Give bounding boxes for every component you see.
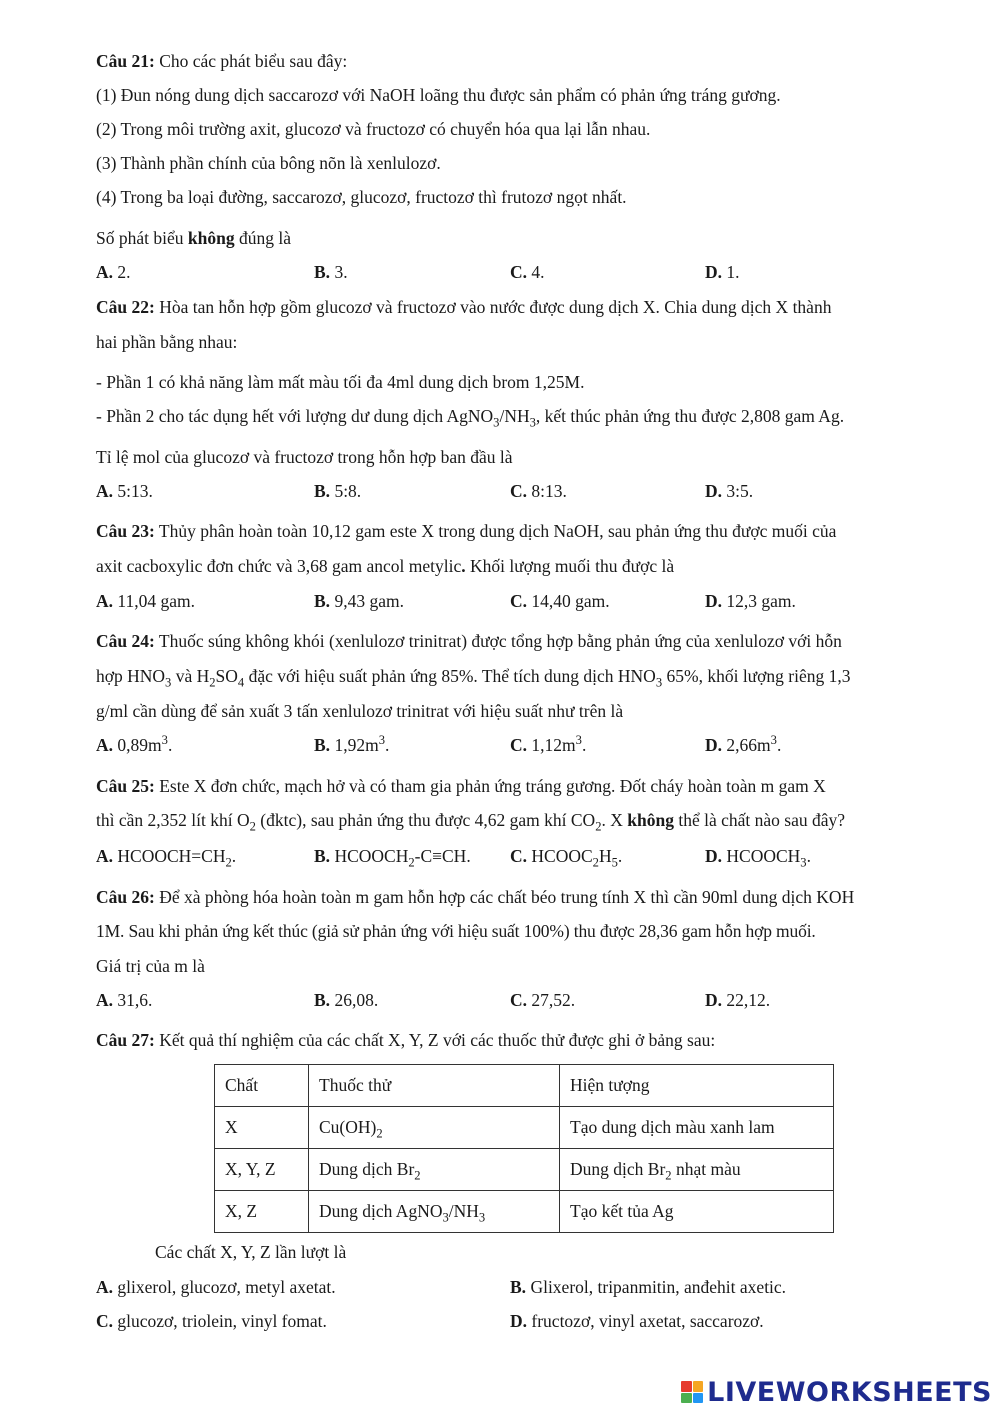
table-cell: Tạo kết tủa Ag xyxy=(560,1191,834,1233)
subscript: 3 xyxy=(478,1210,486,1225)
q22-part2-mid: /NH xyxy=(499,406,530,426)
option-key: A. xyxy=(96,481,114,501)
option-text: HCOOCH xyxy=(330,846,409,866)
q24-text-2c: SO xyxy=(215,666,238,686)
q26-line-3: Giá trị của m là xyxy=(96,956,205,976)
superscript: 3 xyxy=(575,733,582,748)
option-text: 2,66m xyxy=(722,735,771,755)
q23-options xyxy=(96,590,956,612)
q22-part-2 xyxy=(96,405,845,430)
option-text: fructozơ, vinyl axetat, saccarozơ. xyxy=(527,1311,764,1331)
option-text: 1,12m xyxy=(527,735,576,755)
q24-option-a[interactable] xyxy=(96,734,172,756)
cell-text-end: nhạt màu xyxy=(671,1159,741,1179)
q26-options xyxy=(96,989,956,1011)
table-header-cell: Hiện tượng xyxy=(560,1065,834,1107)
option-text: 31,6. xyxy=(113,990,153,1010)
q27-option-c[interactable] xyxy=(96,1310,327,1332)
option-text: 22,12. xyxy=(722,990,771,1010)
subscript: 2 xyxy=(595,819,602,834)
q23-line-1 xyxy=(96,520,836,542)
option-key: A. xyxy=(96,591,114,611)
option-key: B. xyxy=(510,1277,527,1297)
q25-line-2 xyxy=(96,809,846,834)
option-text-end: . xyxy=(806,846,811,866)
q26-option-a[interactable] xyxy=(96,989,152,1011)
q21-option-b[interactable] xyxy=(314,261,348,283)
table-header-row xyxy=(215,1065,834,1107)
table-cell: Tạo dung dịch màu xanh lam xyxy=(560,1107,834,1149)
table-cell: X, Y, Z xyxy=(215,1149,309,1191)
table-cell: X xyxy=(215,1107,309,1149)
q22-option-c[interactable] xyxy=(510,480,567,502)
logo-square xyxy=(681,1393,692,1404)
option-key: B. xyxy=(314,846,331,866)
q24-text-2e: 65%, khối lượng riêng 1,3 xyxy=(662,666,851,686)
subscript: 2 xyxy=(592,855,599,870)
q26-label: Câu 26: xyxy=(96,887,155,907)
table-cell xyxy=(309,1191,560,1233)
q22-options xyxy=(96,480,956,502)
option-key: D. xyxy=(705,990,723,1010)
q27-prompt: Kết quả thí nghiệm của các chất X, Y, Z với các thuốc thử được ghi ở bảng sau: xyxy=(154,1030,716,1050)
liveworksheets-logo[interactable] xyxy=(681,1377,992,1407)
option-key: D. xyxy=(705,591,723,611)
q26-option-c[interactable] xyxy=(510,989,575,1011)
option-key: B. xyxy=(314,262,331,282)
option-text-end: -C≡CH. xyxy=(414,846,471,866)
q25-line-1 xyxy=(96,775,826,797)
option-text: 3:5. xyxy=(722,481,754,501)
q23-text-2-post: Khối lượng muối thu được là xyxy=(465,556,675,576)
q24-option-c[interactable] xyxy=(510,734,586,756)
superscript: 3 xyxy=(161,733,168,748)
q25-text-1: Este X đơn chức, mạch hở và có tham gia phản ứng tráng gương. Đốt cháy hoàn toàn m gam X xyxy=(154,776,826,796)
option-text: glucozơ, triolein, vinyl fomat. xyxy=(113,1311,327,1331)
q22-part2-post: , kết thúc phản ứng thu được 2,808 gam Ag. xyxy=(535,406,845,426)
q25-option-c[interactable] xyxy=(510,845,623,870)
option-text: 1,92m xyxy=(330,735,379,755)
q23-option-d[interactable] xyxy=(705,590,796,612)
subscript: 3 xyxy=(655,675,663,690)
q21-prompt: Cho các phát biểu sau đây: xyxy=(154,51,348,71)
option-key: A. xyxy=(96,990,114,1010)
option-key: C. xyxy=(510,735,528,755)
option-text: 27,52. xyxy=(527,990,576,1010)
q21-option-a[interactable] xyxy=(96,261,131,283)
q26-line-2: 1M. Sau khi phản ứng kết thúc (giả sử phản ứng với hiệu suất 100%) thu được 28,36 gam hỗn hợp muối. xyxy=(96,921,816,941)
q22-part2-pre: - Phần 2 cho tác dụng hết với lượng dư dung dịch AgNO xyxy=(96,406,494,426)
table-row xyxy=(215,1107,834,1149)
subscript: 4 xyxy=(237,675,245,690)
option-key: C. xyxy=(96,1311,114,1331)
subscript: 2 xyxy=(225,855,232,870)
q23-option-a[interactable] xyxy=(96,590,195,612)
superscript: 3 xyxy=(770,733,777,748)
table-cell xyxy=(309,1107,560,1149)
liveworksheets-logo-icon xyxy=(681,1381,703,1403)
option-end: . xyxy=(581,735,587,755)
q21-statement-2: (2) Trong môi trường axit, glucozơ và fructozơ có chuyển hóa qua lại lẫn nhau. xyxy=(96,119,651,139)
option-text: Glixerol, tripanmitin, anđehit axetic. xyxy=(526,1277,787,1297)
q25-text-2a: thì cần 2,352 lít khí O xyxy=(96,810,250,830)
option-text-end: . xyxy=(231,846,237,866)
option-key: D. xyxy=(705,846,723,866)
subscript: 3 xyxy=(529,415,536,430)
q27-header xyxy=(96,1029,715,1051)
q25-option-d[interactable] xyxy=(705,845,811,870)
subscript: 2 xyxy=(249,819,256,834)
table-cell xyxy=(309,1149,560,1191)
option-text: 12,3 gam. xyxy=(722,591,796,611)
q27-options-row-2 xyxy=(96,1310,956,1332)
option-text: HCOOCH=CH xyxy=(113,846,226,866)
cell-text: Dung dịch AgNO xyxy=(319,1201,443,1221)
q24-label: Câu 24: xyxy=(96,631,155,651)
option-text: 1. xyxy=(722,262,740,282)
liveworksheets-logo-text: LIVEWORKSHEETS xyxy=(707,1376,992,1408)
q22-option-a[interactable] xyxy=(96,480,153,502)
q27-option-b[interactable] xyxy=(510,1276,786,1298)
q21-statement-1: (1) Đun nóng dung dịch saccarozơ với NaOH loãng thu được sản phẩm có phản ứng tráng gương. xyxy=(96,85,781,105)
table-row xyxy=(215,1191,834,1233)
option-key: D. xyxy=(705,481,723,501)
option-text: 8:13. xyxy=(527,481,567,501)
subscript: 2 xyxy=(209,675,216,690)
option-key: C. xyxy=(510,481,528,501)
option-key: B. xyxy=(314,591,331,611)
option-key: B. xyxy=(314,481,331,501)
q24-text-2d: đặc với hiệu suất phản ứng 85%. Thể tích dung dịch HNO xyxy=(244,666,656,686)
subscript: 2 xyxy=(408,855,415,870)
q21-ask-pre: Số phát biểu xyxy=(96,228,188,248)
q24-line-3: g/ml cần dùng để sản xuất 3 tấn xenlulozơ trinitrat với hiệu suất như trên là xyxy=(96,701,624,721)
option-key: D. xyxy=(705,735,723,755)
q23-option-c[interactable] xyxy=(510,590,610,612)
cell-text-mid: /NH xyxy=(448,1201,479,1221)
q25-options xyxy=(96,845,956,870)
table-header-cell: Chất xyxy=(215,1065,309,1107)
option-text: 14,40 gam. xyxy=(527,591,610,611)
option-end: . xyxy=(384,735,390,755)
subscript: 2 xyxy=(414,1168,421,1183)
q26-option-d[interactable] xyxy=(705,989,770,1011)
logo-square xyxy=(681,1381,692,1392)
q24-text-2a: hợp HNO xyxy=(96,666,166,686)
subscript: 3 xyxy=(493,415,500,430)
option-key: C. xyxy=(510,591,528,611)
option-text: 26,08. xyxy=(330,990,379,1010)
q27-option-d[interactable] xyxy=(510,1310,764,1332)
q27-label: Câu 27: xyxy=(96,1030,155,1050)
q22-ask: Tỉ lệ mol của glucozơ và fructozơ trong hỗn hợp ban đầu là xyxy=(96,447,513,467)
cell-text: Dung dịch Br xyxy=(319,1159,415,1179)
q24-option-d[interactable] xyxy=(705,734,781,756)
q24-line-1 xyxy=(96,630,842,652)
q22-line-2: hai phần bằng nhau: xyxy=(96,332,238,352)
q22-option-b[interactable] xyxy=(314,480,361,502)
q23-option-b[interactable] xyxy=(314,590,404,612)
option-end: . xyxy=(776,735,782,755)
q25-text-2c: . X xyxy=(601,810,628,830)
logo-square xyxy=(693,1393,704,1404)
q21-option-c[interactable] xyxy=(510,261,545,283)
table-row xyxy=(215,1149,834,1191)
q24-options xyxy=(96,734,956,756)
logo-square xyxy=(693,1381,704,1392)
q22-part-1: - Phần 1 có khả năng làm mất màu tối đa 4ml dung dịch brom 1,25M. xyxy=(96,372,585,392)
q21-ask xyxy=(96,227,291,249)
q21-statement-3: (3) Thành phần chính của bông nõn là xenlulozơ. xyxy=(96,153,441,173)
option-text: HCOOC xyxy=(527,846,593,866)
option-key: A. xyxy=(96,1277,114,1297)
option-key: D. xyxy=(510,1311,528,1331)
option-key: C. xyxy=(510,846,528,866)
option-text: 2. xyxy=(113,262,131,282)
q26-option-b[interactable] xyxy=(314,989,378,1011)
option-text: HCOOCH xyxy=(722,846,801,866)
subscript: 3 xyxy=(800,855,807,870)
q25-label: Câu 25: xyxy=(96,776,155,796)
q27-option-a[interactable] xyxy=(96,1276,336,1298)
option-text-end: . xyxy=(617,846,623,866)
option-text: 4. xyxy=(527,262,545,282)
subscript: 2 xyxy=(376,1126,383,1141)
option-key: C. xyxy=(510,990,528,1010)
q21-option-d[interactable] xyxy=(705,261,740,283)
table-cell: X, Z xyxy=(215,1191,309,1233)
q22-text-1: Hòa tan hỗn hợp gồm glucozơ và fructozơ vào nước được dung dịch X. Chia dung dịch X thành xyxy=(154,297,832,317)
q26-line-1 xyxy=(96,886,854,908)
option-text: 11,04 gam. xyxy=(113,591,195,611)
option-text: 0,89m xyxy=(113,735,162,755)
q25-option-b[interactable] xyxy=(314,845,471,870)
subscript: 3 xyxy=(165,675,172,690)
option-text-mid: H xyxy=(598,846,612,866)
option-key: A. xyxy=(96,735,114,755)
q21-ask-post: đúng là xyxy=(234,228,291,248)
q25-text-2b: (đktc), sau phản ứng thu được 4,62 gam khí CO xyxy=(255,810,596,830)
q22-line-1 xyxy=(96,296,831,318)
option-key: A. xyxy=(96,262,114,282)
option-text: 9,43 gam. xyxy=(330,591,404,611)
q25-text-2-bold: không xyxy=(627,810,674,830)
q24-text-1: Thuốc súng không khói (xenlulozơ trinitrat) được tổng hợp bằng phản ứng của xenlulozơ với hỗn xyxy=(154,631,842,651)
q23-line-2 xyxy=(96,555,674,577)
q26-text-1: Để xà phòng hóa hoàn toàn m gam hỗn hợp các chất béo trung tính X thì cần 90ml dung dịch KOH xyxy=(154,887,855,907)
option-text: 5:13. xyxy=(113,481,153,501)
superscript: 3 xyxy=(378,733,385,748)
option-text: glixerol, glucozơ, metyl axetat. xyxy=(113,1277,336,1297)
q21-header xyxy=(96,50,347,72)
q25-option-a[interactable] xyxy=(96,845,237,870)
q23-text-1: Thủy phân hoàn toàn 10,12 gam este X trong dung dịch NaOH, sau phản ứng thu được muối của xyxy=(154,521,837,541)
option-key: A. xyxy=(96,846,114,866)
q22-option-d[interactable] xyxy=(705,480,753,502)
q21-ask-bold: không xyxy=(187,228,235,248)
q22-label: Câu 22: xyxy=(96,297,155,317)
table-cell xyxy=(560,1149,834,1191)
q25-text-2d: thể là chất nào sau đây? xyxy=(673,810,846,830)
table-header-cell: Thuốc thử xyxy=(309,1065,560,1107)
q27-results-table xyxy=(214,1064,834,1233)
q21-label: Câu 21: xyxy=(96,51,155,71)
q21-options xyxy=(96,261,956,283)
q24-line-2 xyxy=(96,665,851,690)
option-end: . xyxy=(167,735,173,755)
subscript: 3 xyxy=(442,1210,449,1225)
subscript: 2 xyxy=(665,1168,672,1183)
q23-text-2-bold: . xyxy=(461,556,466,576)
option-key: C. xyxy=(510,262,528,282)
q23-text-2: axit cacboxylic đơn chức và 3,68 gam ancol metylic xyxy=(96,556,462,576)
q24-option-b[interactable] xyxy=(314,734,389,756)
option-text: 3. xyxy=(330,262,348,282)
cell-text: Dung dịch Br xyxy=(570,1159,666,1179)
option-key: B. xyxy=(314,990,331,1010)
option-key: B. xyxy=(314,735,331,755)
q21-statement-4: (4) Trong ba loại đường, saccarozơ, glucozơ, fructozơ thì frutozơ ngọt nhất. xyxy=(96,187,627,207)
cell-text: Cu(OH) xyxy=(319,1117,377,1137)
q27-ask: Các chất X, Y, Z lần lượt là xyxy=(155,1242,347,1262)
q27-options-row-1 xyxy=(96,1276,956,1298)
q23-label: Câu 23: xyxy=(96,521,155,541)
option-key: D. xyxy=(705,262,723,282)
subscript: 5 xyxy=(611,855,618,870)
q24-text-2b: và H xyxy=(171,666,210,686)
option-text: 5:8. xyxy=(330,481,362,501)
